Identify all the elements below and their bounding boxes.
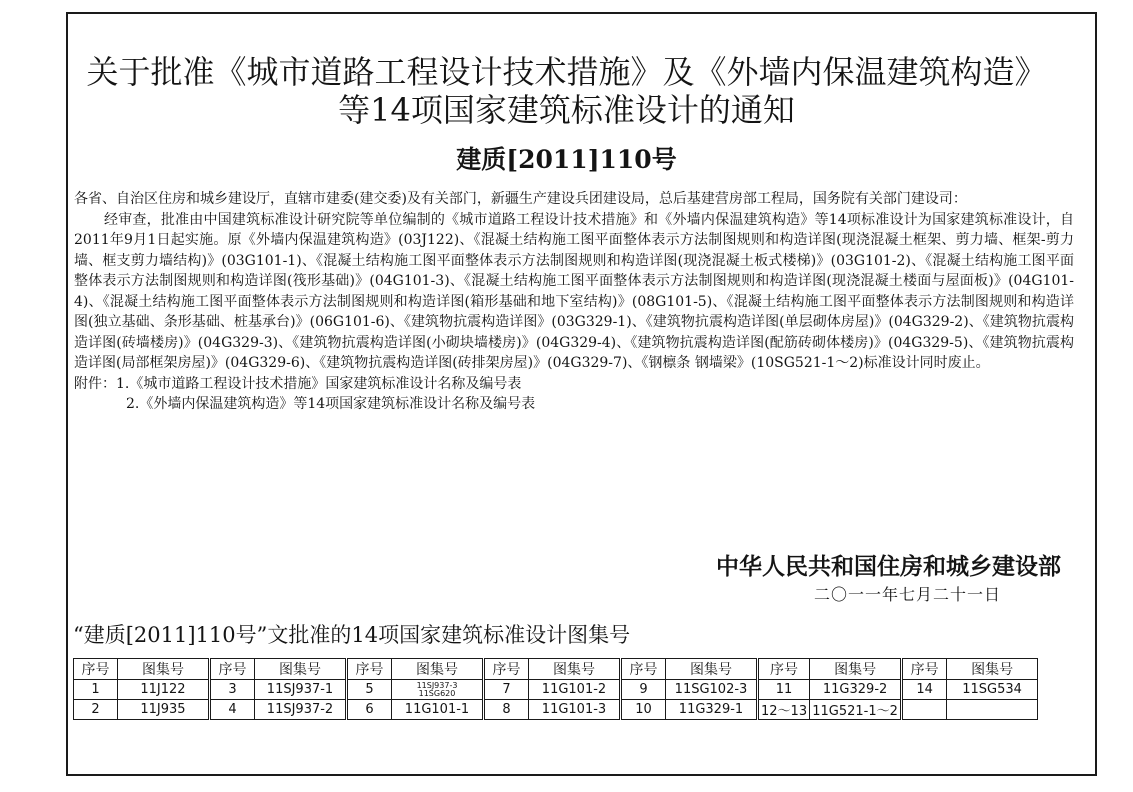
atlas-number-table	[73, 658, 1038, 720]
header-cell: 序号	[758, 659, 810, 680]
table-row	[74, 680, 1038, 700]
table-cell: 4	[210, 700, 255, 720]
header-cell: 图集号	[810, 659, 902, 680]
notice-body	[74, 189, 1074, 415]
table-cell: 9	[621, 680, 666, 700]
header-cell: 序号	[210, 659, 255, 680]
header-cell: 图集号	[118, 659, 210, 680]
addressees: 各省、自治区住房和城乡建设厅，直辖市建委(建交委)及有关部门，新疆生产建设兵团建设局，总后基建营房部工程局，国务院有关部门建设司：	[74, 191, 967, 207]
table-cell: 10	[621, 700, 666, 720]
table-cell: 11G521-1～2	[810, 700, 902, 720]
table-cell: 2	[74, 700, 118, 720]
table-cell: 11J935	[118, 700, 210, 720]
table-cell: 6	[347, 700, 392, 720]
table-header-row	[74, 659, 1038, 680]
header-cell: 图集号	[666, 659, 758, 680]
header-cell: 序号	[902, 659, 947, 680]
issue-date: 二〇一一年七月二十一日	[813, 585, 1001, 604]
header-cell: 图集号	[392, 659, 484, 680]
table-row	[74, 700, 1038, 720]
header-cell: 图集号	[947, 659, 1038, 680]
table-cell: 5	[347, 680, 392, 700]
table-cell: 11G329-1	[666, 700, 758, 720]
header-cell: 图集号	[529, 659, 621, 680]
table-cell: 7	[484, 680, 529, 700]
attachment-2: 2.《外墙内保温建筑构造》等14项国家建筑标准设计名称及编号表	[126, 396, 536, 412]
header-cell: 序号	[74, 659, 118, 680]
table-cell: 11SG534	[947, 680, 1038, 700]
table-cell: 11SJ937-1	[255, 680, 347, 700]
table-cell: 11G329-2	[810, 680, 902, 700]
notice-title-line1: 关于批准《城市道路工程设计技术措施》及《外墙内保温建筑构造》	[86, 53, 1047, 91]
table-cell: 12～13	[758, 700, 810, 720]
table-cell: 3	[210, 680, 255, 700]
table-cell	[902, 700, 947, 720]
main-paragraph: 经审查，批准由中国建筑标准设计研究院等单位编制的《城市道路工程设计技术措施》和《外墙内保温建筑构造》等14项标准设计为国家建筑标准设计，自2011年9月1日起实施。原《外墙内保温建筑构造》(03J122)、《混凝土结构施工图平面整体表示方法制图规则和构造详图(现浇混凝土框架、剪力墙、框架-剪力墙、框支剪力墙结构)》(03G101-1)、《混凝土结构施工图平面整体表示方法制图规则和构造详图(现浇混凝土板式楼梯)》(03G101-2)、《混凝土结构施工图平面整体表示方法制图规则和构造详图(筏形基础)》(04G101-3)、《混凝土结构施工图平面整体表示方法制图规则和构造详图(现浇混凝土楼面与屋面板)》(04G101-4)、《混凝土结构施工图平面整体表示方法制图规则和构造详图(箱形基础和地下室结构)》(08G101-5)、《混凝土结构施工图平面整体表示方法制图规则和构造详图(独立基础、条形基础、桩基承台)》(06G101-6)、《建筑物抗震构造详图》(03G329-1)、《建筑物抗震构造详图(单层砌体房屋)》(04G329-2)、《建筑物抗震构造详图(砖墙楼房)》(04G329-3)、《建筑物抗震构造详图(小砌块墙楼房)》(04G329-4)、《建筑物抗震构造详图(配筋砖砌体楼房)》(04G329-5)、《建筑物抗震构造详图(局部框架房屋)》(04G329-6)、《建筑物抗震构造详图(砖排架房屋)》(04G329-7)、《钢檩条 钢墙梁》(10SG521-1～2)标准设计同时废止。	[74, 211, 1074, 371]
table-cell: 11J122	[118, 680, 210, 700]
table-cell-stacked	[392, 680, 484, 700]
header-cell: 图集号	[255, 659, 347, 680]
table-cell: 11G101-3	[529, 700, 621, 720]
table-cell: 11G101-2	[529, 680, 621, 700]
table-cell: 14	[902, 680, 947, 700]
document-number: 建质[2011]110号	[456, 145, 677, 174]
attachment-1: 1.《城市道路工程设计技术措施》国家建筑标准设计名称及编号表	[116, 375, 522, 392]
notice-title-line2: 等14项国家建筑标准设计的通知	[338, 91, 795, 129]
header-cell: 序号	[621, 659, 666, 680]
table-cell: 8	[484, 700, 529, 720]
table-title: “建质[2011]110号”文批准的14项国家建筑标准设计图集号	[73, 623, 631, 647]
table-cell: 11G101-1	[392, 700, 484, 720]
stacked-code-bottom: 11SG620	[418, 688, 456, 698]
stacked-code-top: 11SJ937-3	[416, 680, 458, 690]
table-cell: 1	[74, 680, 118, 700]
table-cell: 11SJ937-2	[255, 700, 347, 720]
table-cell: 11SG102-3	[666, 680, 758, 700]
table-cell	[947, 700, 1038, 720]
attachments-label: 附件：	[74, 375, 116, 392]
table-cell: 11	[758, 680, 810, 700]
attachment-line-1	[74, 374, 1074, 395]
header-cell: 序号	[347, 659, 392, 680]
issuing-authority: 中华人民共和国住房和城乡建设部	[716, 553, 1061, 580]
header-cell: 序号	[484, 659, 529, 680]
